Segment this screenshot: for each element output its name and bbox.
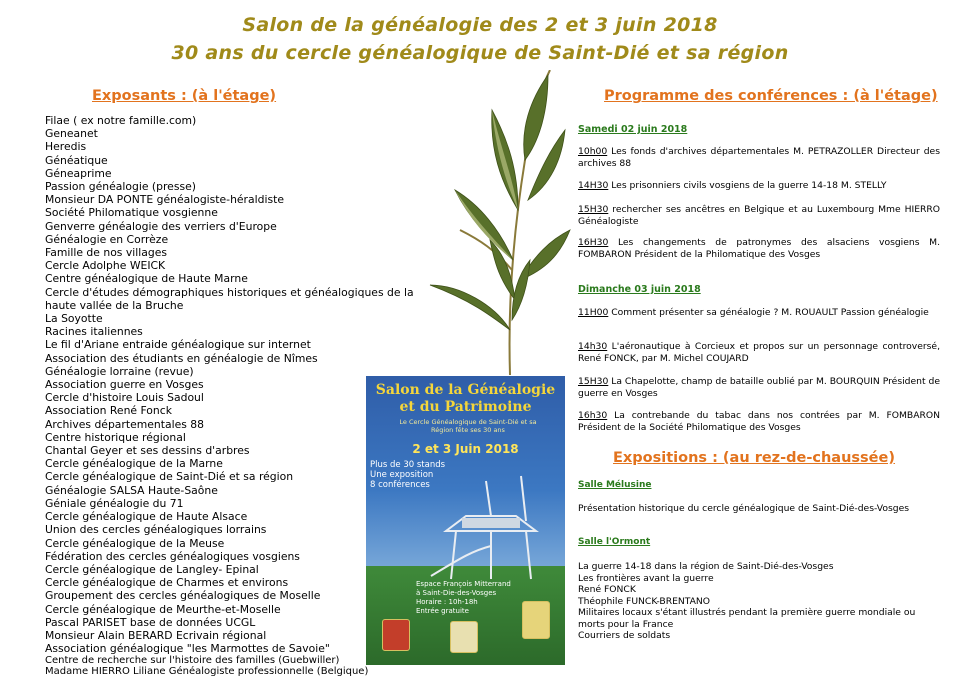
list-item: Généalogie SALSA Haute-Saône xyxy=(45,483,218,497)
list-item: Cercle généalogique de la Meuse xyxy=(45,536,225,550)
conference-text: Les changements de patronymes des alsaciens vosgiens M. FOMBARON Président de la Philomatique des Vosges xyxy=(578,237,940,260)
conference-time: 14H30 xyxy=(578,180,609,191)
list-item: La Soyotte xyxy=(45,312,103,326)
list-item: Union des cercles généalogiques lorrains xyxy=(45,523,267,537)
list-item: Chantal Geyer et ses dessins d'arbres xyxy=(45,444,250,458)
olive-branch-illustration xyxy=(400,70,580,380)
list-item: Cercle d'histoire Louis Sadoul xyxy=(45,391,204,405)
list-item: Monsieur Alain BERARD Ecrivain régional xyxy=(45,628,267,642)
poster-feature: Une exposition xyxy=(370,470,434,480)
list-item: Cercle Adolphe WEICK xyxy=(45,259,166,273)
room-ormont-list xyxy=(578,561,940,642)
list-item: Monsieur DA PONTE généalogiste-héraldiste xyxy=(45,193,284,207)
list-item: Géniale généalogie du 71 xyxy=(45,496,184,510)
event-subtitle: 30 ans du cercle généalogique de Saint-Dié et sa région xyxy=(171,42,789,64)
conference-item xyxy=(578,180,940,192)
list-item: Groupement des cercles généalogiques de Moselle xyxy=(45,589,321,603)
conference-text: Comment présenter sa généalogie ? M. ROUAULT Passion généalogie xyxy=(608,307,929,318)
event-poster xyxy=(366,376,565,665)
list-item: Cercle généalogique de Charmes et environs xyxy=(45,576,289,590)
list-item: Cercle généalogique de Meurthe-et-Moselle xyxy=(45,602,281,616)
program-heading: Programme des conférences : (à l'étage) xyxy=(604,88,938,104)
list-item: René FONCK xyxy=(578,584,636,595)
poster-venue-line: Espace François Mitterrand xyxy=(416,580,511,588)
list-item: Association guerre en Vosges xyxy=(45,378,204,392)
list-item: Cercle généalogique de Haute Alsace xyxy=(45,510,248,524)
conference-text: La Chapelotte, champ de bataille oublié par M. BOURQUIN Président de guerre en Vosges xyxy=(578,376,940,399)
conference-item xyxy=(578,237,940,260)
list-item: Famille de nos villages xyxy=(45,246,167,260)
list-item: Centre de recherche sur l'histoire des familles (Guebwiller) xyxy=(45,655,340,667)
list-item: Cercle d'études démographiques historiques et généalogiques de la haute vallée de la Bruche xyxy=(45,285,414,312)
conference-item xyxy=(578,204,940,227)
list-item: Centre historique régional xyxy=(45,430,186,444)
list-item: Association généalogique "les Marmottes de Savoie" xyxy=(45,642,330,656)
poster-features xyxy=(370,460,462,490)
poster-feature: 8 conférences xyxy=(370,480,430,490)
list-item: Pascal PARISET base de données UCGL xyxy=(45,615,256,629)
conference-text: Les fonds d'archives départementales M. PETRAZOLLER Directeur des archives 88 xyxy=(578,146,940,169)
conference-item xyxy=(578,341,940,364)
list-item: Archives départementales 88 xyxy=(45,417,205,431)
list-item: Militaires locaux s'étant illustrés pendant la première guerre mondiale ou morts pour la France xyxy=(578,607,916,630)
list-item: Genverre généalogie des verriers d'Europe xyxy=(45,219,277,233)
conference-text: rechercher ses ancêtres en Belgique et au Luxembourg Mme HIERRO Généalogiste xyxy=(578,204,940,227)
list-item: Geneanet xyxy=(45,127,98,141)
conference-time: 11H00 xyxy=(578,307,609,318)
list-item: Géneaprime xyxy=(45,166,112,180)
list-item: Centre généalogique de Haute Marne xyxy=(45,272,248,286)
list-item: Généatique xyxy=(45,153,108,167)
conference-text: Les prisonniers civils vosgiens de la guerre 14-18 M. STELLY xyxy=(608,180,887,191)
poster-feature: Plus de 30 stands xyxy=(370,460,446,470)
list-item: Madame HIERRO Liliane Généalogiste professionnelle (Belgique) xyxy=(45,666,369,678)
day-saturday-label: Samedi 02 juin 2018 xyxy=(578,124,688,135)
event-title: Salon de la généalogie des 2 et 3 juin 2018 xyxy=(242,14,718,36)
list-item: Société Philomatique vosgienne xyxy=(45,206,218,220)
list-item: Filae ( ex notre famille.com) xyxy=(45,114,197,127)
conference-text: La contrebande du tabac dans nos contrées par M. FOMBARON Président de la Société Philomatique des Vosges xyxy=(578,410,940,433)
list-item: Cercle généalogique de Langley- Epinal xyxy=(45,562,259,576)
expositions-heading: Expositions : (au rez-de-chaussée) xyxy=(613,450,895,466)
list-item: Courriers de soldats xyxy=(578,630,671,641)
list-item: Passion généalogie (presse) xyxy=(45,180,196,194)
list-item: Le fil d'Ariane entraide généalogique sur internet xyxy=(45,338,311,352)
poster-venue xyxy=(416,580,526,616)
list-item: Fédération des cercles généalogiques vosgiens xyxy=(45,549,300,563)
conference-item xyxy=(578,307,940,319)
list-item: Généalogie en Corrèze xyxy=(45,232,169,246)
poster-venue-line: Entrée gratuite xyxy=(416,607,469,615)
list-item: La guerre 14-18 dans la région de Saint-Dié-des-Vosges xyxy=(578,561,834,572)
coat-of-arms-icon xyxy=(382,619,410,651)
list-item: Association des étudiants en généalogie de Nîmes xyxy=(45,351,318,365)
poster-dates: 2 et 3 Juin 2018 xyxy=(412,442,519,456)
list-item: Généalogie lorraine (revue) xyxy=(45,364,194,378)
conference-time: 15H30 xyxy=(578,376,609,387)
day-sunday-label: Dimanche 03 juin 2018 xyxy=(578,284,701,295)
room-melusine-description: Présentation historique du cercle généalogique de Saint-Dié-des-Vosges xyxy=(578,503,910,514)
list-item: Heredis xyxy=(45,140,87,154)
poster-subtitle: Le Cercle Généalogique de Saint-Dié et sa Région fête ses 30 ans xyxy=(399,418,537,434)
room-melusine-label: Salle Mélusine xyxy=(578,480,652,490)
exhibitors-list xyxy=(45,114,415,677)
poster-venue-line: Horaire : 10h-18h xyxy=(416,598,478,606)
conference-time: 16H30 xyxy=(578,237,609,248)
room-ormont-label: Salle l'Ormont xyxy=(578,537,651,547)
poster-title: Salon de la Généalogie et du Patrimoine xyxy=(375,382,556,415)
conference-item xyxy=(578,376,940,399)
conference-item xyxy=(578,410,940,433)
exhibitors-heading: Exposants : (à l'étage) xyxy=(92,88,277,104)
conference-time: 15H30 xyxy=(578,204,609,215)
conference-text: L'aéronautique à Corcieux et propos sur un personnage controversé, René FONCK, par M. Michel COUJARD xyxy=(578,341,940,364)
list-item: Association René Fonck xyxy=(45,404,172,418)
crest-icon xyxy=(450,621,478,653)
conference-time: 14h30 xyxy=(578,341,608,352)
list-item: Cercle généalogique de la Marne xyxy=(45,457,223,471)
city-arms-icon xyxy=(522,601,550,639)
list-item: Théophile FUNCK-BRENTANO xyxy=(578,595,711,607)
conference-time: 10h00 xyxy=(578,146,608,157)
list-item: Les frontières avant la guerre xyxy=(578,572,714,584)
poster-venue-line: à Saint-Die-des-Vosges xyxy=(416,589,497,597)
conference-item xyxy=(578,146,940,169)
list-item: Racines italiennes xyxy=(45,325,143,339)
list-item: Cercle généalogique de Saint-Dié et sa région xyxy=(45,470,294,484)
conference-time: 16h30 xyxy=(578,410,608,421)
